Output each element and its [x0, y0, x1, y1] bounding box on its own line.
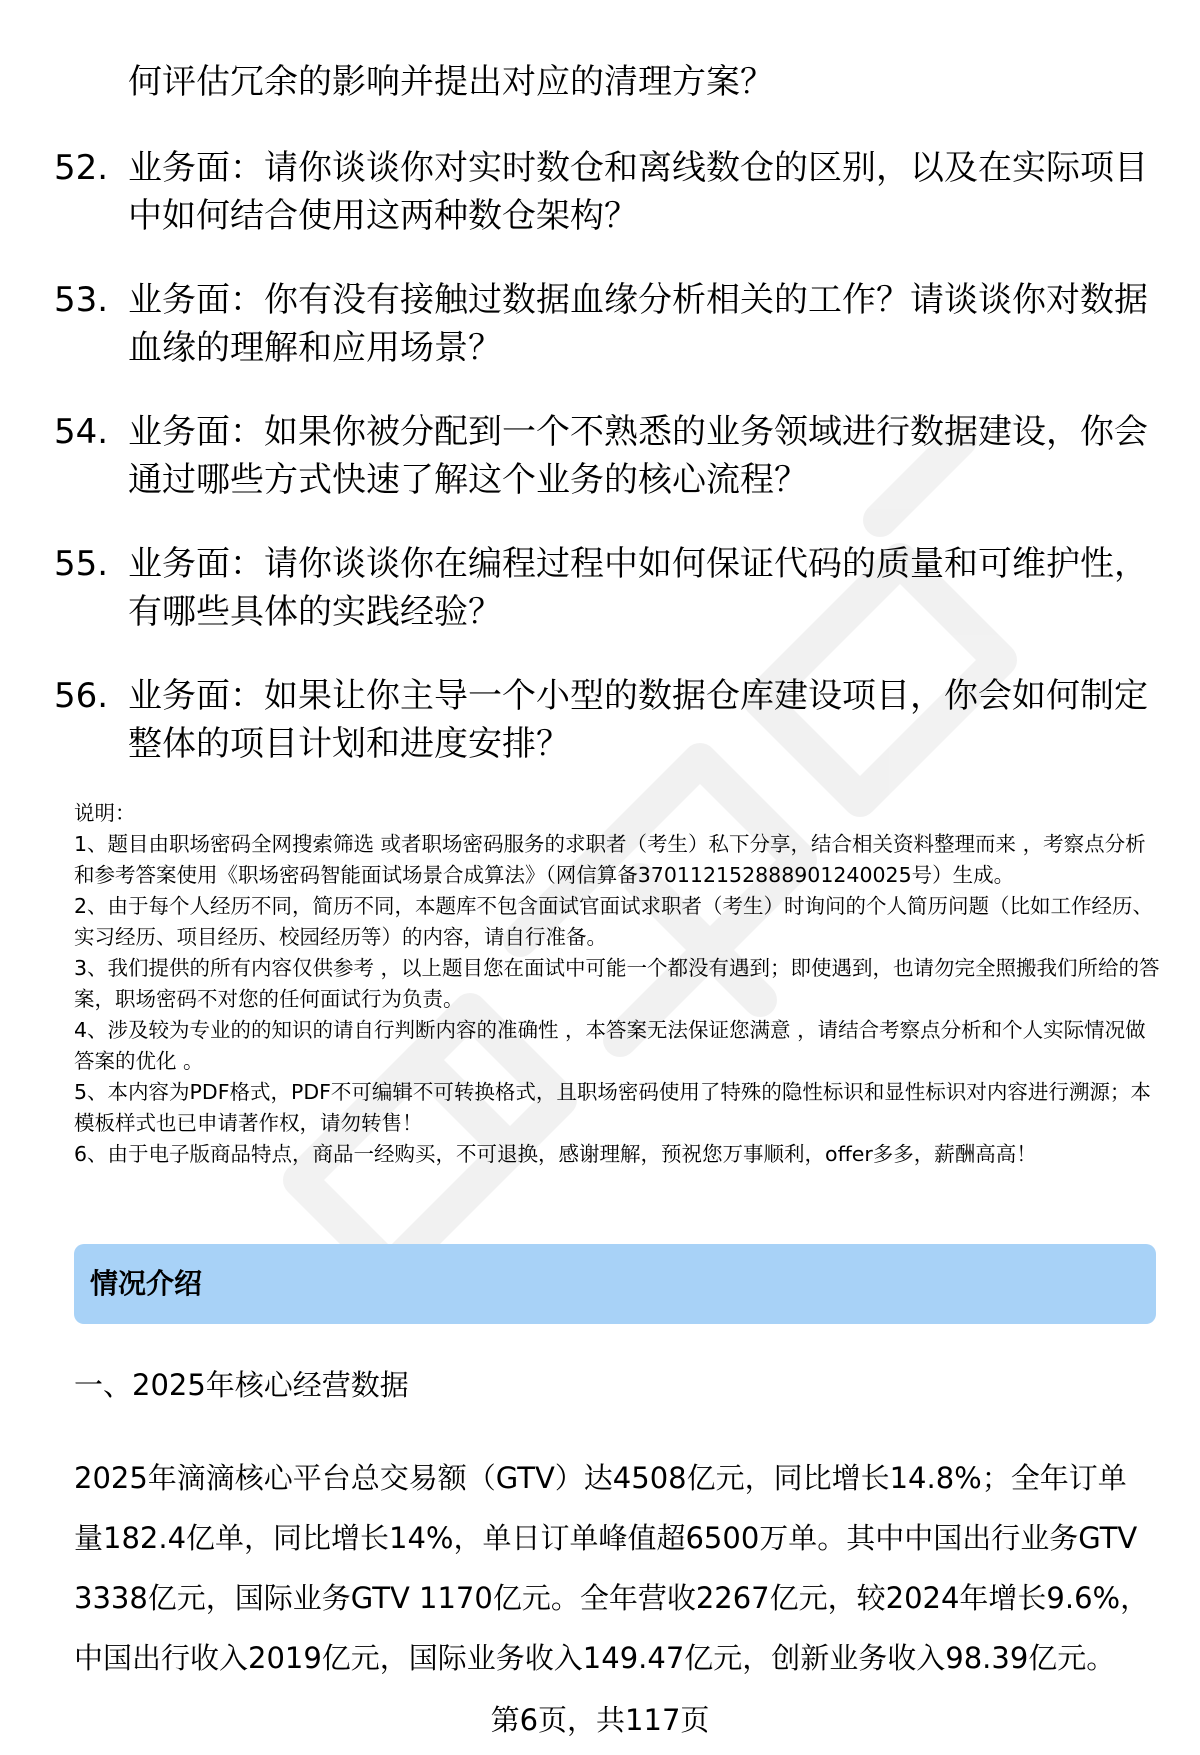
section-banner: [74, 1244, 1156, 1324]
note-item: 5、本内容为PDF格式，PDF不可编辑不可转换格式，且职场密码使用了特殊的隐性标识和显性标识对内容进行溯源；本模板样式也已申请著作权，请勿转售！: [74, 1080, 1151, 1135]
section-subheading: 一、2025年核心经营数据: [74, 1368, 409, 1402]
question-number: 52.: [54, 148, 109, 188]
question-number: 54.: [54, 412, 109, 452]
question-number: 55.: [54, 544, 109, 584]
question-item: [0, 656, 1200, 788]
question-item: [0, 524, 1200, 656]
question-item: [0, 260, 1200, 392]
question-number: 53.: [54, 280, 109, 320]
question-text: 业务面：如果让你主导一个小型的数据仓库建设项目，你会如何制定整体的项目计划和进度安排？: [128, 676, 1148, 764]
question-item: [0, 392, 1200, 524]
question-continuation: 何评估冗余的影响并提出对应的清理方案？: [128, 62, 774, 102]
question-item: [0, 128, 1200, 260]
section-title: 情况介绍: [90, 1267, 203, 1300]
question-text: 业务面：请你谈谈你对实时数仓和离线数仓的区别，以及在实际项目中如何结合使用这两种数仓架构？: [128, 148, 1148, 236]
notes-block: [74, 798, 1160, 1170]
question-text: 业务面：你有没有接触过数据血缘分析相关的工作？请谈谈你对数据血缘的理解和应用场景？: [128, 280, 1148, 368]
note-item: 6、由于电子版商品特点，商品一经购买，不可退换，感谢理解，预祝您万事顺利，offer多多，薪酬高高！: [74, 1142, 1037, 1166]
question-number: 56.: [54, 676, 109, 716]
question-text: 业务面：请你谈谈你在编程过程中如何保证代码的质量和可维护性，有哪些具体的实践经验？: [128, 544, 1148, 632]
notes-title: 说明：: [74, 801, 136, 825]
body-paragraph: 2025年滴滴核心平台总交易额（GTV）达4508亿元，同比增长14.8%；全年订单量182.4亿单，同比增长14%，单日订单峰值超6500万单。其中中国出行业务GTV 3338亿元，国际业务GTV 1170亿元。全年营收2267亿元，较2024年增长9.6%，中国出行收入2019亿元，国际业务收入149.47亿元，创新业务收入98.39亿元。: [74, 1461, 1150, 1675]
question-text: 业务面：如果你被分配到一个不熟悉的业务领域进行数据建设，你会通过哪些方式快速了解这个业务的核心流程？: [128, 412, 1148, 500]
note-item: 2、由于每个人经历不同，简历不同，本题库不包含面试官面试求职者（考生）时询问的个人简历问题（比如工作经历、实习经历、项目经历、校园经历等）的内容，请自行准备。: [74, 894, 1154, 949]
note-item: 1、题目由职场密码全网搜索筛选 或者职场密码服务的求职者（考生）私下分享，结合相关资料整理而来 ，考察点分析和参考答案使用《职场密码智能面试场景合成算法》（网信算备370112152888901240025号）生成。: [74, 832, 1146, 887]
question-list: [0, 128, 1200, 788]
note-item: 4、涉及较为专业的的知识的请自行判断内容的准确性 ，本答案无法保证您满意 ，请结合考察点分析和个人实际情况做答案的优化 。: [74, 1018, 1146, 1073]
note-item: 3、我们提供的所有内容仅供参考 ，以上题目您在面试中可能一个都没有遇到；即使遇到，也请勿完全照搬我们所给的答案，职场密码不对您的任何面试行为负责。: [74, 956, 1160, 1011]
page-number: 第6页，共117页: [490, 1703, 710, 1737]
